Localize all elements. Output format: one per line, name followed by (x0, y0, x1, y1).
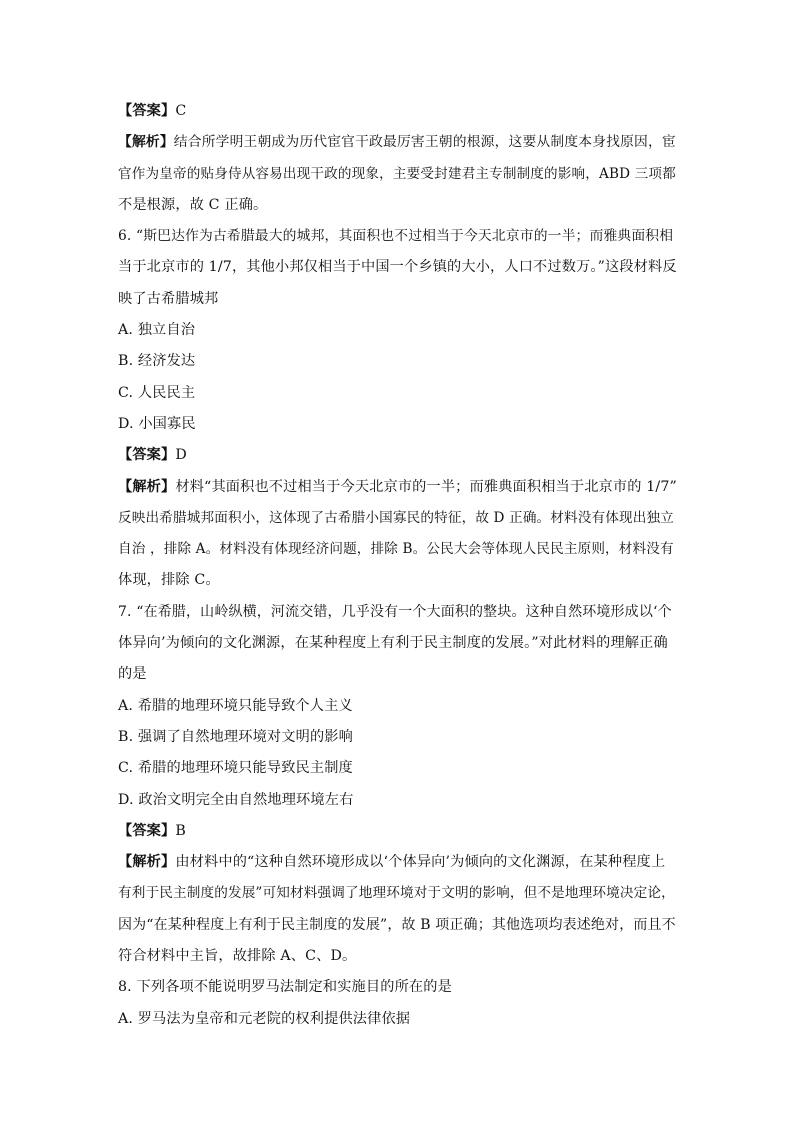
option-c: C. 希腊的地理环境只能导致民主制度 (118, 760, 353, 777)
text-line: 因为“在某种程度上有利于民主制度的发展”，故 B 项正确；其他选项均表述绝对，而且不 (118, 916, 676, 933)
answer-line (118, 440, 678, 471)
option-a: A. 希腊的地理环境只能导致个人主义 (118, 697, 353, 714)
answer-tag: 【答案】 (118, 447, 176, 464)
question-line: 的是 (118, 666, 147, 683)
option-b: B. 经济发达 (118, 353, 196, 370)
answer-tag: 【答案】 (118, 822, 176, 839)
analysis-line (118, 847, 678, 878)
analysis-line (118, 472, 678, 503)
option-a: A. 罗马法为皇帝和元老院的权利提供法律依据 (118, 1010, 411, 1027)
analysis-text: 结合所学明王朝成为历代宦官干政最厉害王朝的根源，这要从制度本身找原因，宦 (173, 134, 676, 151)
answer-value: B (175, 822, 186, 839)
question-line: 当于北京市的 1/7，其他小邦仅相当于中国一个乡镇的大小，人口不过数万。”这段材料反 (118, 259, 677, 276)
document-page (118, 96, 678, 1035)
question-line: 映了古希腊城邦 (118, 290, 219, 307)
analysis-tag: 【解析】 (118, 854, 176, 871)
text-line: 官作为皇帝的贴身侍从容易出现干政的现象，主要受封建君主专制制度的影响，ABD 三项都 (118, 165, 676, 182)
answer-line (118, 816, 678, 847)
option-d: D. 政治文明完全由自然地理环境左右 (118, 791, 354, 808)
text-line: 体现，排除 C。 (118, 572, 220, 589)
analysis-text: 材料“其面积也不过相当于今天北京市的一半；而雅典面积相当于北京市的 1/7” (175, 478, 677, 495)
answer-tag: 【答案】 (118, 103, 176, 119)
option-c: C. 人民民主 (118, 384, 196, 401)
option-b: B. 强调了自然地理环境对文明的影响 (118, 728, 353, 745)
text-line: 不是根源，故 C 正确。 (118, 196, 268, 213)
question-line: 6. “斯巴达作为古希腊最大的城邦，其面积也不过相当于今天北京市的一半；而雅典面积相 (118, 228, 674, 245)
question-line: 体异向’为倾向的文化渊源，在某种程度上有利于民主制度的发展。”对此材料的理解正确 (118, 635, 668, 652)
text-line: 符合材料中主旨，故排除 A、C、D。 (118, 948, 357, 965)
answer-line (118, 96, 678, 127)
option-a: A. 独立自治 (118, 322, 196, 339)
text-line: 反映出希腊城邦面积小，这体现了古希腊小国寡民的特征，故 D 正确。材料没有体现出独立 (118, 509, 674, 526)
option-d: D. 小国寡民 (118, 415, 196, 432)
question-line: 8. 下列各项不能说明罗马法制定和实施目的所在的是 (118, 979, 452, 996)
text-line: 自治 ，排除 A。材料没有体现经济问题，排除 B。公民大会等体现人民民主原则，材料没有 (118, 541, 674, 558)
analysis-tag: 【解析】 (118, 134, 174, 151)
analysis-tag: 【解析】 (118, 478, 176, 495)
answer-value: C (175, 103, 187, 119)
answer-value: D (175, 447, 187, 464)
analysis-line (118, 127, 678, 158)
text-line: 有利于民主制度的发展”可知材料强调了地理环境对于文明的影响，但不是地理环境决定论， (118, 885, 675, 902)
question-line: 7. “在希腊，山岭纵横，河流交错，几乎没有一个大面积的整块。这种自然环境形成以‘个 (118, 603, 672, 620)
analysis-text: 由材料中的“这种自然环境形成以‘个体异向’为倾向的文化渊源，在某种程度上 (175, 854, 666, 871)
